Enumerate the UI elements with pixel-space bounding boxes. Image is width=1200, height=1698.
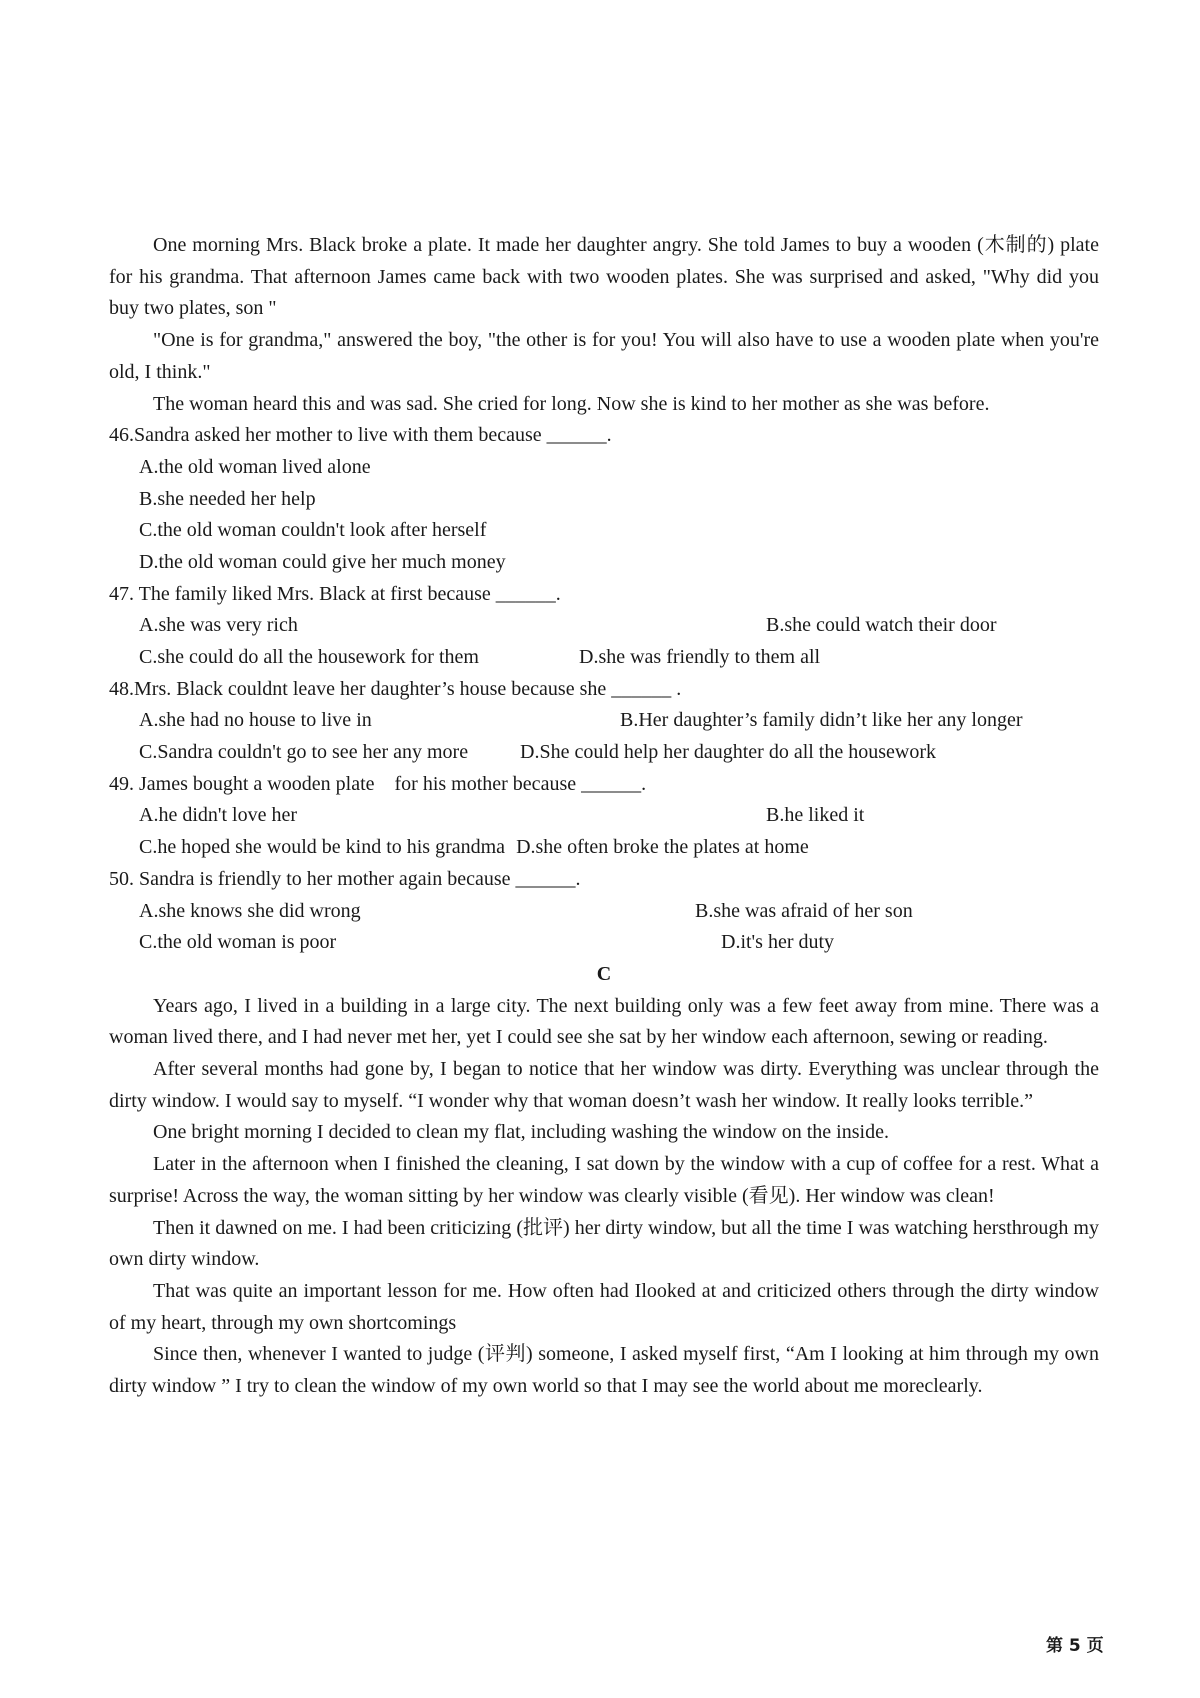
question-46-option-c: C.the old woman couldn't look after herself [139,519,487,542]
question-48-option-b: B.Her daughter’s family didn’t like her any longer [620,709,1023,732]
question-49-option-d: D.she often broke the plates at home [516,836,809,859]
question-46-option-b: B.she needed her help [139,487,316,510]
section-c-paragraph-6: That was quite an important lesson for me. How often had Ilooked at and criticized others through the dirty window of my heart, through my own shortcomings [109,1279,1099,1334]
question-47-stem: 47. The family liked Mrs. Black at first because ______. [109,582,561,605]
passage-b-paragraph-1: One morning Mrs. Black broke a plate. It made her daughter angry. She told James to buy a wooden (木制的) plate for his grandma. That afternoon James came back with two wooden plates. She was surprised and asked, "Why did you buy two plates, son " [109,234,1099,320]
section-c-paragraph-2: After several months had gone by, I began to notice that her window was dirty. Everything was unclear through the dirty window. I would say to myself. “I wonder why that woman doesn’t wash her window. It really looks terrible.” [109,1058,1099,1112]
question-48-row-1 [109,705,1099,737]
passage-b-paragraph-2: "One is for grandma," answered the boy, "the other is for you! You will also have to use a wooden plate when you're old, I think." [109,329,1099,383]
question-50-stem: 50. Sandra is friendly to her mother again because ______. [109,867,581,890]
question-48-stem: 48.Mrs. Black couldnt leave her daughter’s house because she ______ . [109,677,682,700]
question-47-option-a: A.she was very rich [139,614,298,637]
question-50-row-1 [109,896,1099,928]
question-47-row-2 [109,642,1099,674]
question-47-option-c: C.she could do all the housework for them [139,646,479,669]
section-c-paragraph-1: Years ago, I lived in a building in a large city. The next building only was a few feet away from mine. There was a woman lived there, and I had never met her, yet I could see she sat by her window each afternoon, sewing or reading. [109,994,1099,1049]
question-50-option-b: B.she was afraid of her son [695,899,913,922]
question-50-option-a: A.she knows she did wrong [139,899,361,922]
question-47-option-d: D.she was friendly to them all [579,646,821,669]
question-49-option-b: B.he liked it [766,804,865,827]
question-50-option-c: C.the old woman is poor [139,931,337,954]
question-46-option-d: D.the old woman could give her much money [139,550,506,573]
page-number: 第 5 页 [1046,1636,1104,1656]
question-49-row-2 [109,832,1099,864]
question-48-option-d: D.She could help her daughter do all the housework [520,741,937,764]
passage-b-paragraph-3: The woman heard this and was sad. She cried for long. Now she is kind to her mother as she was before. [153,392,990,415]
question-49-option-c: C.he hoped she would be kind to his grandma [139,836,506,859]
question-48-option-a: A.she had no house to live in [139,709,372,732]
section-c-paragraph-3: One bright morning I decided to clean my flat, including washing the window on the inside. [153,1121,889,1144]
section-c-heading: C [596,962,612,985]
question-46-stem: 46.Sandra asked her mother to live with them because ______. [109,424,612,447]
question-47-row-1 [109,610,1099,642]
question-48-row-2 [109,737,1099,769]
question-50-row-2 [109,927,1099,959]
question-50-option-d: D.it's her duty [721,931,835,954]
section-c-paragraph-7: Since then, whenever I wanted to judge (评判) someone, I asked myself first, “Am I looking at him through my own dirty window ” I try to clean the window of my own world so that I may see the world about me moreclearly. [109,1343,1099,1398]
question-46-option-a: A.the old woman lived alone [139,455,371,478]
question-49-stem: 49. James bought a wooden plate for his mother because ______. [109,772,647,795]
section-c-paragraph-5: Then it dawned on me. I had been criticizing (批评) her dirty window, but all the time I was watching hersthrough my own dirty window. [109,1216,1099,1271]
question-49-option-a: A.he didn't love her [139,804,298,827]
question-48-option-c: C.Sandra couldn't go to see her any more [139,741,469,764]
question-47-option-b: B.she could watch their door [766,614,997,637]
question-49-row-1 [109,800,1099,832]
section-c-paragraph-4: Later in the afternoon when I finished the cleaning, I sat down by the window with a cup of coffee for a rest. What a surprise! Across the way, the woman sitting by her window was clearly visible (看见). Her window was clean! [109,1153,1099,1207]
document-body [109,230,1099,1403]
